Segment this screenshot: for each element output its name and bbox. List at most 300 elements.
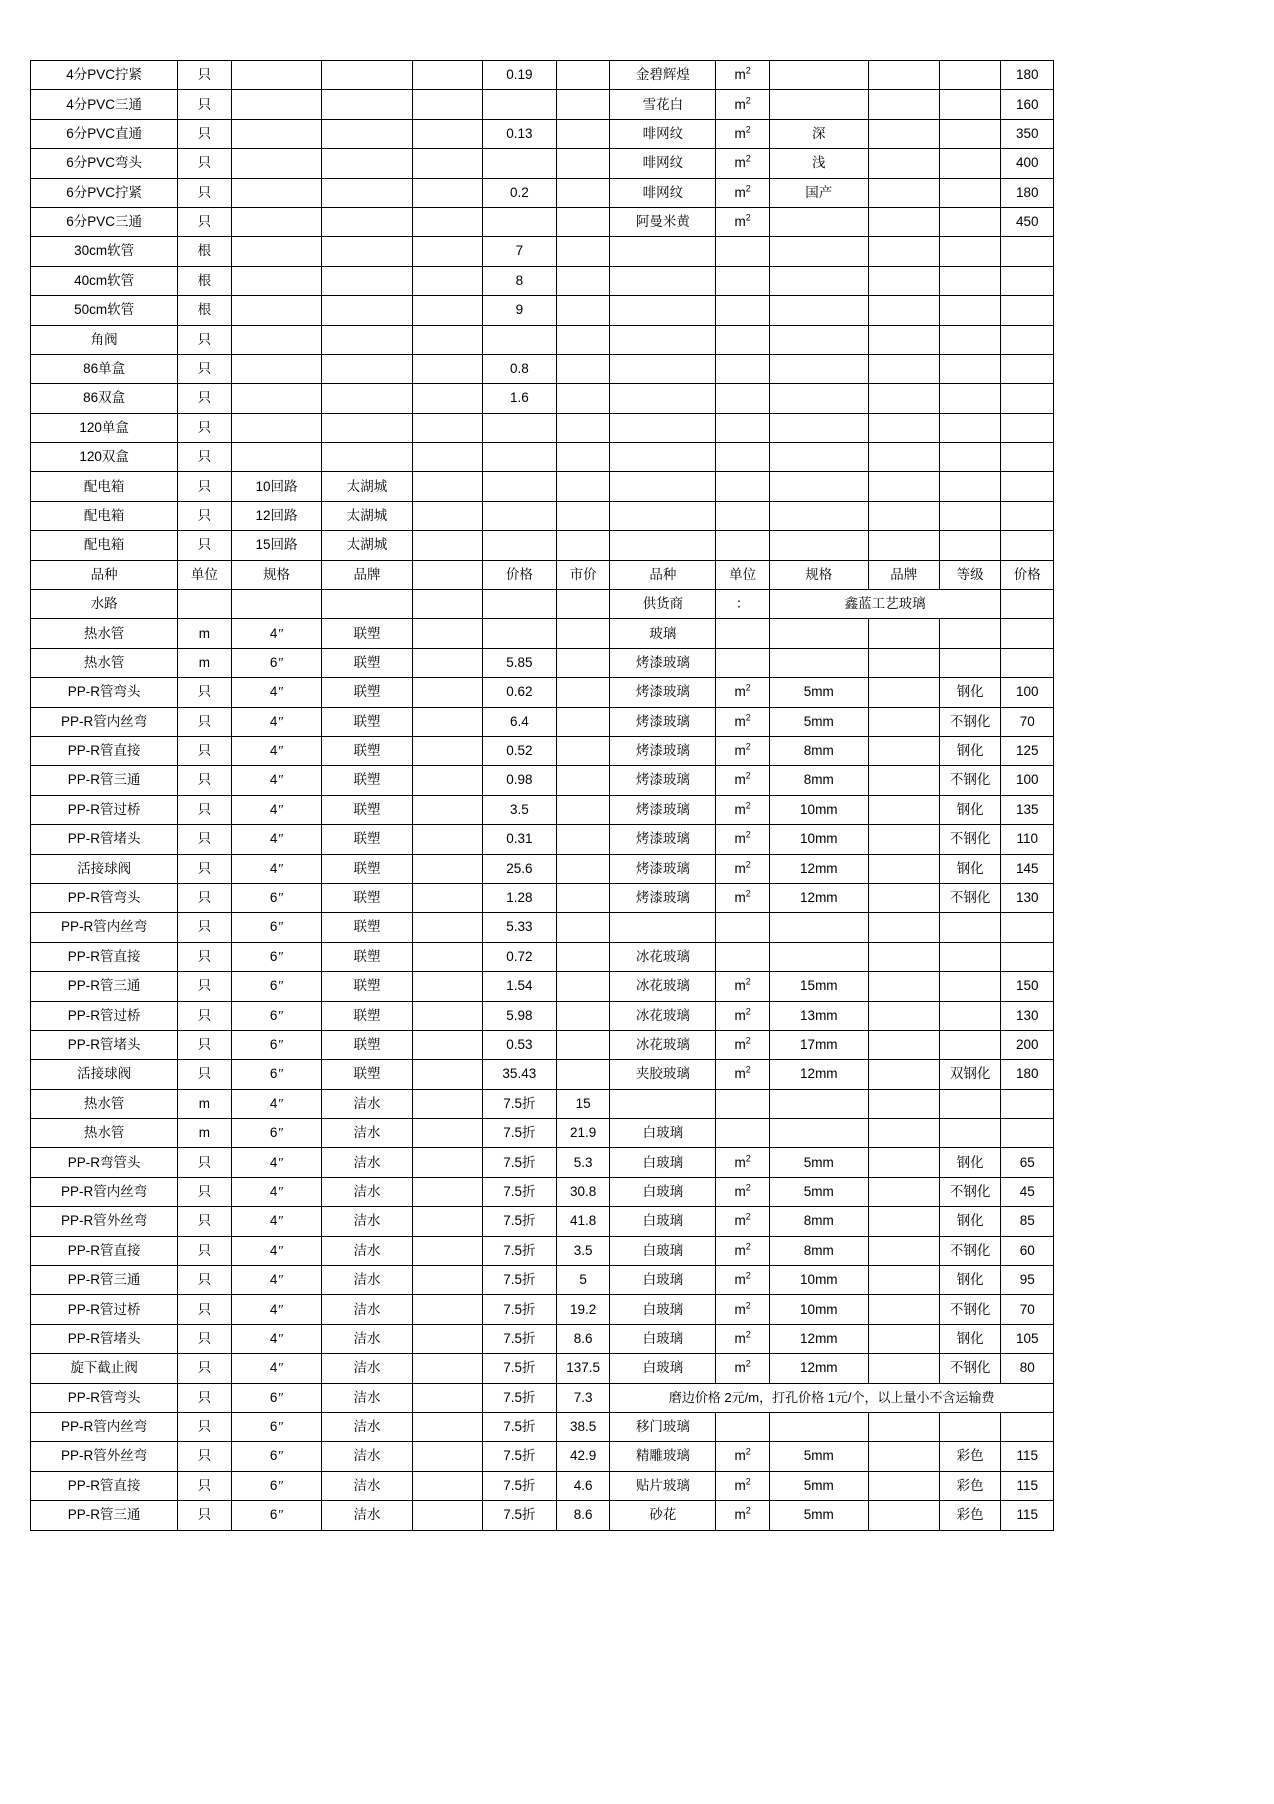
cell-c1[interactable]: 根: [178, 296, 232, 325]
cell-c3[interactable]: 联塑: [322, 972, 413, 1001]
cell-c8[interactable]: $m^2$: [716, 825, 770, 854]
cell-c3[interactable]: 太湖城: [322, 531, 413, 560]
cell-c6[interactable]: [556, 648, 610, 677]
cell-c8[interactable]: [716, 913, 770, 942]
cell-c12[interactable]: 85: [1001, 1207, 1054, 1236]
cell-c10[interactable]: [868, 1148, 939, 1177]
cell-c8[interactable]: $m^2$: [716, 207, 770, 236]
cell-c6[interactable]: 30.8: [556, 1177, 610, 1206]
cell-c1[interactable]: 只: [178, 972, 232, 1001]
cell-c5[interactable]: 5.98: [482, 1001, 556, 1030]
cell-c1[interactable]: 只: [178, 883, 232, 912]
cell-c2[interactable]: [231, 207, 322, 236]
cell-c6[interactable]: [556, 296, 610, 325]
cell-c6[interactable]: [556, 883, 610, 912]
cell-c3[interactable]: 太湖城: [322, 472, 413, 501]
cell-c4[interactable]: [412, 619, 482, 648]
cell-c4[interactable]: [412, 972, 482, 1001]
cell-c8[interactable]: [716, 237, 770, 266]
cell-c1[interactable]: 只: [178, 1324, 232, 1353]
cell-c8[interactable]: $m^2$: [716, 90, 770, 119]
cell-c3[interactable]: 洁水: [322, 1177, 413, 1206]
cell-c9[interactable]: 5mm: [769, 1442, 868, 1471]
cell-c5[interactable]: 7.5折: [482, 1324, 556, 1353]
cell-c5[interactable]: 7.5折: [482, 1295, 556, 1324]
cell-c5[interactable]: [482, 413, 556, 442]
cell-c3[interactable]: 洁水: [322, 1383, 413, 1412]
cell-c9[interactable]: [769, 501, 868, 530]
cell-c1[interactable]: 只: [178, 501, 232, 530]
cell-c0[interactable]: 86单盒: [31, 354, 178, 383]
cell-c10[interactable]: [868, 1060, 939, 1089]
cell-c7[interactable]: 烤漆玻璃: [610, 648, 716, 677]
cell-c6[interactable]: [556, 443, 610, 472]
cell-c12[interactable]: [1001, 413, 1054, 442]
cell-c10[interactable]: [868, 795, 939, 824]
cell-c5[interactable]: 7.5折: [482, 1442, 556, 1471]
cell-c4[interactable]: [412, 266, 482, 295]
cell-c7[interactable]: 啡网纹: [610, 178, 716, 207]
cell-c3[interactable]: 洁水: [322, 1442, 413, 1471]
cell-c0[interactable]: 活接球阀: [31, 854, 178, 883]
cell-c10[interactable]: [868, 1354, 939, 1383]
cell-c9[interactable]: 5mm: [769, 707, 868, 736]
cell-c9[interactable]: [769, 413, 868, 442]
cell-c12[interactable]: 115: [1001, 1442, 1054, 1471]
cell-c5[interactable]: 1.6: [482, 384, 556, 413]
cell-c7[interactable]: 移门玻璃: [610, 1412, 716, 1441]
cell-c11[interactable]: [939, 413, 1001, 442]
cell-c11[interactable]: [939, 913, 1001, 942]
cell-c8[interactable]: $m^2$: [716, 795, 770, 824]
cell-c0[interactable]: PP-R管三通: [31, 1501, 178, 1530]
cell-c6[interactable]: [556, 590, 610, 619]
cell-c10[interactable]: [868, 61, 939, 90]
cell-c0[interactable]: 配电箱: [31, 501, 178, 530]
cell-c6[interactable]: 41.8: [556, 1207, 610, 1236]
cell-c6[interactable]: 3.5: [556, 1236, 610, 1265]
cell-c10[interactable]: [868, 413, 939, 442]
cell-c8[interactable]: $m^2$: [716, 1266, 770, 1295]
cell-c7[interactable]: [610, 1089, 716, 1118]
cell-c0[interactable]: 40cm软管: [31, 266, 178, 295]
cell-c10[interactable]: [868, 472, 939, 501]
cell-c1[interactable]: 只: [178, 1030, 232, 1059]
cell-c6[interactable]: [556, 266, 610, 295]
cell-c8[interactable]: $m^2$: [716, 1001, 770, 1030]
cell-c5[interactable]: [482, 531, 556, 560]
cell-c5[interactable]: 0.13: [482, 119, 556, 148]
cell-c1[interactable]: 只: [178, 736, 232, 765]
cell-c10[interactable]: [868, 1236, 939, 1265]
cell-c6[interactable]: 7.3: [556, 1383, 610, 1412]
cell-c4[interactable]: [412, 119, 482, 148]
cell-c8[interactable]: $m^2$: [716, 1471, 770, 1500]
cell-c0[interactable]: 6分PVC三通: [31, 207, 178, 236]
cell-c11[interactable]: [939, 384, 1001, 413]
cell-c3[interactable]: 洁水: [322, 1471, 413, 1500]
cell-c7[interactable]: 冰花玻璃: [610, 1030, 716, 1059]
cell-c11[interactable]: [939, 325, 1001, 354]
cell-c2[interactable]: 12回路: [231, 501, 322, 530]
cell-c2[interactable]: 4″: [231, 1089, 322, 1118]
cell-c2[interactable]: 6″: [231, 883, 322, 912]
cell-c5[interactable]: 0.2: [482, 178, 556, 207]
cell-c7[interactable]: 烤漆玻璃: [610, 883, 716, 912]
cell-c2[interactable]: 6″: [231, 1030, 322, 1059]
cell-c12[interactable]: 70: [1001, 707, 1054, 736]
cell-c5[interactable]: [482, 590, 556, 619]
cell-c2[interactable]: 6″: [231, 1501, 322, 1530]
cell-c3[interactable]: 联塑: [322, 648, 413, 677]
cell-c4[interactable]: [412, 90, 482, 119]
cell-c8[interactable]: [716, 384, 770, 413]
cell-c1[interactable]: m: [178, 648, 232, 677]
cell-c7[interactable]: 金碧辉煌: [610, 61, 716, 90]
cell-c11[interactable]: [939, 619, 1001, 648]
cell-c11[interactable]: 彩色: [939, 1471, 1001, 1500]
cell-c3[interactable]: [322, 178, 413, 207]
cell-c2[interactable]: 4″: [231, 1236, 322, 1265]
cell-c3[interactable]: [322, 354, 413, 383]
cell-c4[interactable]: [412, 1060, 482, 1089]
cell-c1[interactable]: 只: [178, 1412, 232, 1441]
cell-c0[interactable]: 6分PVC直通: [31, 119, 178, 148]
cell-c8[interactable]: [716, 266, 770, 295]
cell-c2[interactable]: 6″: [231, 1060, 322, 1089]
cell-c3[interactable]: 联塑: [322, 825, 413, 854]
cell-c10[interactable]: [868, 1119, 939, 1148]
cell-c10[interactable]: [868, 178, 939, 207]
cell-c11[interactable]: [939, 972, 1001, 1001]
cell-c7[interactable]: [610, 501, 716, 530]
cell-c11[interactable]: [939, 1001, 1001, 1030]
cell-c11[interactable]: [939, 119, 1001, 148]
cell-c11[interactable]: [939, 266, 1001, 295]
cell-c6[interactable]: [556, 707, 610, 736]
cell-c12[interactable]: 135: [1001, 795, 1054, 824]
cell-c8[interactable]: $m^2$: [716, 1501, 770, 1530]
cell-c12[interactable]: 95: [1001, 1266, 1054, 1295]
cell-c2[interactable]: [231, 266, 322, 295]
cell-c5[interactable]: 1.54: [482, 972, 556, 1001]
cell-c3[interactable]: [322, 90, 413, 119]
cell-c4[interactable]: [412, 707, 482, 736]
cell-c12[interactable]: 150: [1001, 972, 1054, 1001]
cell-c1[interactable]: 只: [178, 149, 232, 178]
cell-c9[interactable]: 12mm: [769, 854, 868, 883]
cell-c7[interactable]: [610, 354, 716, 383]
cell-c10[interactable]: [868, 972, 939, 1001]
cell-c6[interactable]: [556, 619, 610, 648]
cell-c8[interactable]: $m^2$: [716, 678, 770, 707]
cell-c10[interactable]: [868, 1207, 939, 1236]
cell-c3[interactable]: [322, 207, 413, 236]
cell-c10[interactable]: [868, 619, 939, 648]
cell-c5[interactable]: 0.98: [482, 766, 556, 795]
cell-c0[interactable]: PP-R管过桥: [31, 1295, 178, 1324]
cell-c9[interactable]: [769, 90, 868, 119]
cell-c5[interactable]: [482, 149, 556, 178]
cell-c11[interactable]: 钢化: [939, 678, 1001, 707]
cell-c9[interactable]: 5mm: [769, 678, 868, 707]
cell-c12[interactable]: 70: [1001, 1295, 1054, 1324]
cell-c10[interactable]: [868, 1266, 939, 1295]
cell-c1[interactable]: [178, 590, 232, 619]
cell-c10[interactable]: [868, 501, 939, 530]
cell-c0[interactable]: 120单盒: [31, 413, 178, 442]
cell-c7[interactable]: 烤漆玻璃: [610, 854, 716, 883]
cell-c4[interactable]: [412, 942, 482, 971]
cell-c3[interactable]: 洁水: [322, 1354, 413, 1383]
cell-c0[interactable]: 配电箱: [31, 531, 178, 560]
cell-c2[interactable]: 4″: [231, 1177, 322, 1206]
cell-c6[interactable]: [556, 384, 610, 413]
cell-c8[interactable]: $m^2$: [716, 1060, 770, 1089]
cell-c12[interactable]: 180: [1001, 61, 1054, 90]
cell-c1[interactable]: 只: [178, 942, 232, 971]
cell-c6[interactable]: [556, 531, 610, 560]
cell-c4[interactable]: [412, 1266, 482, 1295]
cell-c4[interactable]: [412, 1089, 482, 1118]
cell-c3[interactable]: [322, 119, 413, 148]
cell-c11[interactable]: 钢化: [939, 1266, 1001, 1295]
cell-c10[interactable]: [868, 149, 939, 178]
cell-c9[interactable]: 10mm: [769, 1266, 868, 1295]
cell-c2[interactable]: 4″: [231, 854, 322, 883]
cell-c2[interactable]: [231, 149, 322, 178]
cell-c2[interactable]: 4″: [231, 1266, 322, 1295]
cell-c12[interactable]: 450: [1001, 207, 1054, 236]
cell-c2[interactable]: 15回路: [231, 531, 322, 560]
cell-c5[interactable]: 9: [482, 296, 556, 325]
cell-c10[interactable]: [868, 1442, 939, 1471]
cell-c4[interactable]: [412, 883, 482, 912]
cell-c4[interactable]: [412, 678, 482, 707]
cell-c5[interactable]: 8: [482, 266, 556, 295]
cell-c0[interactable]: PP-R管堵头: [31, 1030, 178, 1059]
cell-c11[interactable]: [939, 1412, 1001, 1441]
cell-c8[interactable]: $m^2$: [716, 1148, 770, 1177]
cell-c9[interactable]: [769, 384, 868, 413]
cell-c6[interactable]: [556, 1030, 610, 1059]
cell-c5[interactable]: 35.43: [482, 1060, 556, 1089]
cell-c12[interactable]: 180: [1001, 178, 1054, 207]
cell-c12[interactable]: [1001, 354, 1054, 383]
cell-c5[interactable]: 7.5折: [482, 1177, 556, 1206]
cell-c10[interactable]: [868, 384, 939, 413]
cell-c1[interactable]: 只: [178, 766, 232, 795]
cell-c11[interactable]: [939, 942, 1001, 971]
cell-c6[interactable]: [556, 413, 610, 442]
cell-c2[interactable]: 6″: [231, 913, 322, 942]
cell-c5[interactable]: 7.5折: [482, 1089, 556, 1118]
cell-c7[interactable]: 啡网纹: [610, 149, 716, 178]
cell-c4[interactable]: [412, 237, 482, 266]
cell-c1[interactable]: 只: [178, 443, 232, 472]
cell-c10[interactable]: [868, 1001, 939, 1030]
cell-c0[interactable]: PP-R管直接: [31, 736, 178, 765]
cell-c10[interactable]: [868, 1412, 939, 1441]
cell-c0[interactable]: 4分PVC三通: [31, 90, 178, 119]
cell-c4[interactable]: [412, 795, 482, 824]
cell-c8[interactable]: [716, 296, 770, 325]
cell-c12[interactable]: [1001, 443, 1054, 472]
cell-c10[interactable]: [868, 354, 939, 383]
cell-c7[interactable]: 烤漆玻璃: [610, 707, 716, 736]
cell-c0[interactable]: PP-R管弯头: [31, 678, 178, 707]
cell-c2[interactable]: 6″: [231, 1412, 322, 1441]
cell-c11[interactable]: 钢化: [939, 1207, 1001, 1236]
cell-c8[interactable]: $m^2$: [716, 1324, 770, 1353]
cell-c9[interactable]: 浅: [769, 149, 868, 178]
cell-c10[interactable]: [868, 1471, 939, 1500]
cell-c9[interactable]: [769, 207, 868, 236]
cell-c3[interactable]: 联塑: [322, 795, 413, 824]
cell-c9[interactable]: [769, 61, 868, 90]
cell-c0[interactable]: PP-R管内丝弯: [31, 913, 178, 942]
cell-c4[interactable]: [412, 1148, 482, 1177]
cell-c0[interactable]: PP-R管外丝弯: [31, 1207, 178, 1236]
cell-c1[interactable]: 只: [178, 825, 232, 854]
cell-c10[interactable]: [868, 1030, 939, 1059]
cell-c0[interactable]: PP-R管堵头: [31, 1324, 178, 1353]
cell-c5[interactable]: 7.5折: [482, 1236, 556, 1265]
cell-c2[interactable]: 4″: [231, 766, 322, 795]
cell-c10[interactable]: [868, 1089, 939, 1118]
cell-c1[interactable]: 只: [178, 325, 232, 354]
cell-c2[interactable]: 4″: [231, 795, 322, 824]
cell-c3[interactable]: 洁水: [322, 1236, 413, 1265]
cell-c4[interactable]: [412, 825, 482, 854]
cell-c6[interactable]: [556, 207, 610, 236]
cell-c12[interactable]: 160: [1001, 90, 1054, 119]
cell-c0[interactable]: PP-R管直接: [31, 1471, 178, 1500]
cell-c6[interactable]: 8.6: [556, 1324, 610, 1353]
cell-c10[interactable]: [868, 1177, 939, 1206]
cell-c2[interactable]: 4″: [231, 707, 322, 736]
cell-c6[interactable]: 8.6: [556, 1501, 610, 1530]
cell-c3[interactable]: [322, 237, 413, 266]
cell-c11[interactable]: [939, 61, 1001, 90]
cell-c8[interactable]: $m^2$: [716, 1295, 770, 1324]
cell-c9[interactable]: [769, 1089, 868, 1118]
cell-c2[interactable]: 6″: [231, 648, 322, 677]
cell-c4[interactable]: [412, 1207, 482, 1236]
cell-c5[interactable]: 1.28: [482, 883, 556, 912]
cell-c8[interactable]: $m^2$: [716, 119, 770, 148]
cell-c9[interactable]: 17mm: [769, 1030, 868, 1059]
cell-c1[interactable]: 只: [178, 413, 232, 442]
cell-c0[interactable]: 6分PVC弯头: [31, 149, 178, 178]
cell-c7[interactable]: 白玻璃: [610, 1148, 716, 1177]
cell-c9[interactable]: 15mm: [769, 972, 868, 1001]
cell-c11[interactable]: 不钢化: [939, 1354, 1001, 1383]
cell-c10[interactable]: [868, 736, 939, 765]
cell-c11[interactable]: [939, 207, 1001, 236]
cell-c6[interactable]: 5: [556, 1266, 610, 1295]
cell-c12[interactable]: 65: [1001, 1148, 1054, 1177]
cell-c12[interactable]: [1001, 501, 1054, 530]
cell-c2[interactable]: 6″: [231, 1119, 322, 1148]
cell-c5[interactable]: [482, 443, 556, 472]
cell-c9[interactable]: [769, 531, 868, 560]
cell-c7[interactable]: 白玻璃: [610, 1207, 716, 1236]
cell-c3[interactable]: [322, 61, 413, 90]
cell-c3[interactable]: 联塑: [322, 883, 413, 912]
cell-c1[interactable]: 只: [178, 1501, 232, 1530]
cell-c10[interactable]: [868, 237, 939, 266]
cell-c7[interactable]: 冰花玻璃: [610, 1001, 716, 1030]
cell-c4[interactable]: [412, 207, 482, 236]
cell-c3[interactable]: [322, 266, 413, 295]
cell-c9[interactable]: 深: [769, 119, 868, 148]
cell-c1[interactable]: 只: [178, 1148, 232, 1177]
cell-c3[interactable]: 洁水: [322, 1501, 413, 1530]
cell-c9[interactable]: [769, 648, 868, 677]
cell-c11[interactable]: [939, 354, 1001, 383]
supplier-colon[interactable]: ：: [716, 590, 770, 619]
cell-c9[interactable]: [769, 619, 868, 648]
cell-c0[interactable]: 角阀: [31, 325, 178, 354]
cell-c0[interactable]: 旋下截止阀: [31, 1354, 178, 1383]
cell-c9[interactable]: [769, 237, 868, 266]
cell-c3[interactable]: 联塑: [322, 736, 413, 765]
cell-c4[interactable]: [412, 1354, 482, 1383]
cell-c5[interactable]: 0.72: [482, 942, 556, 971]
cell-c2[interactable]: 4″: [231, 1324, 322, 1353]
cell-c12[interactable]: 100: [1001, 678, 1054, 707]
cell-c7[interactable]: 烤漆玻璃: [610, 795, 716, 824]
cell-c6[interactable]: [556, 178, 610, 207]
cell-c0[interactable]: 86双盒: [31, 384, 178, 413]
cell-c10[interactable]: [868, 325, 939, 354]
cell-c11[interactable]: 彩色: [939, 1442, 1001, 1471]
cell-c12[interactable]: [1001, 237, 1054, 266]
cell-c9[interactable]: [769, 443, 868, 472]
cell-c12[interactable]: 60: [1001, 1236, 1054, 1265]
cell-c1[interactable]: m: [178, 619, 232, 648]
cell-c0[interactable]: 活接球阀: [31, 1060, 178, 1089]
cell-c11[interactable]: [939, 90, 1001, 119]
cell-c4[interactable]: [412, 1324, 482, 1353]
cell-c5[interactable]: 7: [482, 237, 556, 266]
cell-c4[interactable]: [412, 854, 482, 883]
cell-c2[interactable]: [231, 178, 322, 207]
cell-c3[interactable]: 洁水: [322, 1295, 413, 1324]
cell-c10[interactable]: [868, 531, 939, 560]
cell-c5[interactable]: [482, 501, 556, 530]
cell-c10[interactable]: [868, 1501, 939, 1530]
cell-c12[interactable]: [1001, 648, 1054, 677]
cell-c4[interactable]: [412, 1236, 482, 1265]
cell-c1[interactable]: 只: [178, 1177, 232, 1206]
cell-c12[interactable]: 130: [1001, 883, 1054, 912]
cell-c0[interactable]: PP-R管内丝弯: [31, 707, 178, 736]
cell-c6[interactable]: 4.6: [556, 1471, 610, 1500]
cell-c1[interactable]: 只: [178, 1236, 232, 1265]
cell-c6[interactable]: [556, 149, 610, 178]
cell-c5[interactable]: 7.5折: [482, 1119, 556, 1148]
cell-c7[interactable]: 白玻璃: [610, 1295, 716, 1324]
cell-c0[interactable]: PP-R管三通: [31, 766, 178, 795]
cell-c2[interactable]: 4″: [231, 1207, 322, 1236]
cell-c11[interactable]: 不钢化: [939, 825, 1001, 854]
cell-c2[interactable]: 4″: [231, 825, 322, 854]
cell-c8[interactable]: $m^2$: [716, 854, 770, 883]
cell-c2[interactable]: 6″: [231, 1442, 322, 1471]
cell-c6[interactable]: [556, 1001, 610, 1030]
